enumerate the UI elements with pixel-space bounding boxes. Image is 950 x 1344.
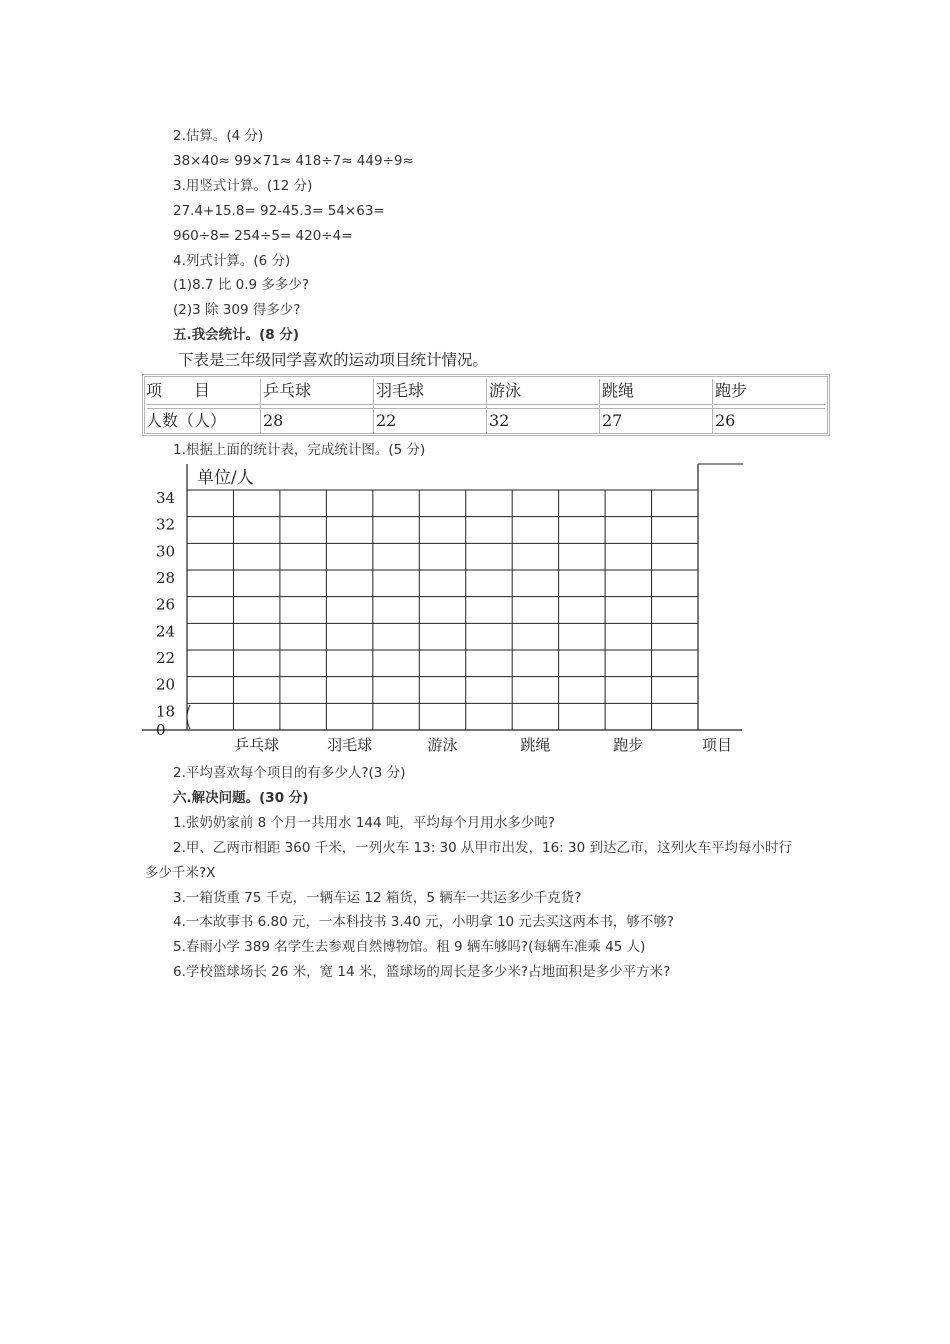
y-tick-label: 26 [156, 595, 176, 614]
chart-prompt: 1.根据上面的统计表，完成统计图。(5 分) [173, 442, 426, 458]
category-label: 游泳 [427, 736, 458, 754]
problem-6: 6.学校篮球场长 26 米，宽 14 米，篮球场的周长是多少米?占地面积是多少平方米? [173, 964, 671, 980]
y-tick-label: 0 [156, 721, 166, 739]
category-label: 跳绳 [520, 736, 551, 754]
q4-title: 4.列式计算。(6 分) [173, 253, 291, 269]
q5-2: 2.平均喜欢每个项目的有多少人?(3 分) [173, 765, 406, 781]
table-value-rope-skipping: 27 [602, 411, 623, 430]
q4-item-2: (2)3 除 309 得多少? [173, 302, 301, 318]
table-value-running: 26 [715, 411, 736, 430]
section-5-title: 五.我会统计。(8 分) [173, 327, 300, 343]
y-tick-label: 18 [156, 702, 176, 721]
problem-5: 5.春雨小学 389 名学生去参观自然博物馆。租 9 辆车够吗?(每辆车准乘 45 人) [173, 939, 646, 955]
q2-estimation-items: 38×40≈ 99×71≈ 418÷7≈ 449÷9≈ [173, 153, 414, 169]
table-header-pingpong: 乒乓球 [263, 381, 312, 400]
problem-2-line-1: 2.甲、乙两市相距 360 千米，一列火车 13: 30 从甲市出发，16: 30 到达乙市，这列火车平均每小时行 [173, 840, 792, 856]
q3-row-2: 960÷8= 254÷5= 420÷4= [173, 228, 353, 244]
problem-3: 3.一箱货重 75 千克，一辆车运 12 箱货，5 辆车一共运多少千克货? [173, 890, 582, 906]
category-label: 乒乓球 [234, 736, 280, 754]
table-value-badminton: 22 [376, 411, 397, 430]
section-5-intro: 下表是三年级同学喜欢的运动项目统计情况。 [178, 351, 489, 369]
table-header-rope-skipping: 跳绳 [602, 381, 635, 400]
table-value-pingpong: 28 [263, 411, 284, 430]
y-tick-label: 20 [156, 675, 176, 694]
table-header-running: 跑步 [715, 381, 748, 400]
table-value-swimming: 32 [489, 411, 510, 430]
q4-item-1: (1)8.7 比 0.9 多多少? [173, 277, 310, 293]
y-tick-label: 22 [156, 649, 176, 667]
problem-1: 1.张奶奶家前 8 个月一共用水 144 吨，平均每个月用水多少吨? [173, 815, 556, 831]
category-label: 跑步 [613, 736, 644, 754]
q3-row-1: 27.4+15.8= 92-45.3= 54×63= [173, 203, 385, 219]
table-header-badminton: 羽毛球 [376, 381, 425, 400]
table-header-item: 项 目 [146, 381, 211, 400]
y-tick-label: 24 [156, 622, 176, 641]
table-row-label: 人数（人） [146, 411, 227, 430]
statistics-table [142, 374, 830, 436]
y-tick-label: 34 [156, 489, 176, 507]
y-axis-unit-label: 单位/人 [197, 468, 254, 488]
q2-title: 2.估算。(4 分) [173, 128, 264, 144]
category-label: 羽毛球 [327, 736, 373, 754]
y-tick-label: 28 [156, 569, 176, 587]
x-axis-label: 项目 [702, 736, 733, 754]
problem-4: 4.一本故事书 6.80 元，一本科技书 3.40 元，小明拿 10 元去买这两本书，够不够? [173, 914, 675, 930]
y-tick-label: 32 [156, 515, 176, 534]
q3-title: 3.用竖式计算。(12 分) [173, 178, 313, 194]
table-header-swimming: 游泳 [489, 381, 522, 400]
chart-grid [187, 490, 698, 730]
blank-bar-chart [140, 462, 750, 762]
problem-2-line-2: 多少千米?X [145, 865, 216, 881]
y-tick-label: 30 [156, 542, 176, 561]
section-6-title: 六.解决问题。(30 分) [173, 790, 309, 806]
